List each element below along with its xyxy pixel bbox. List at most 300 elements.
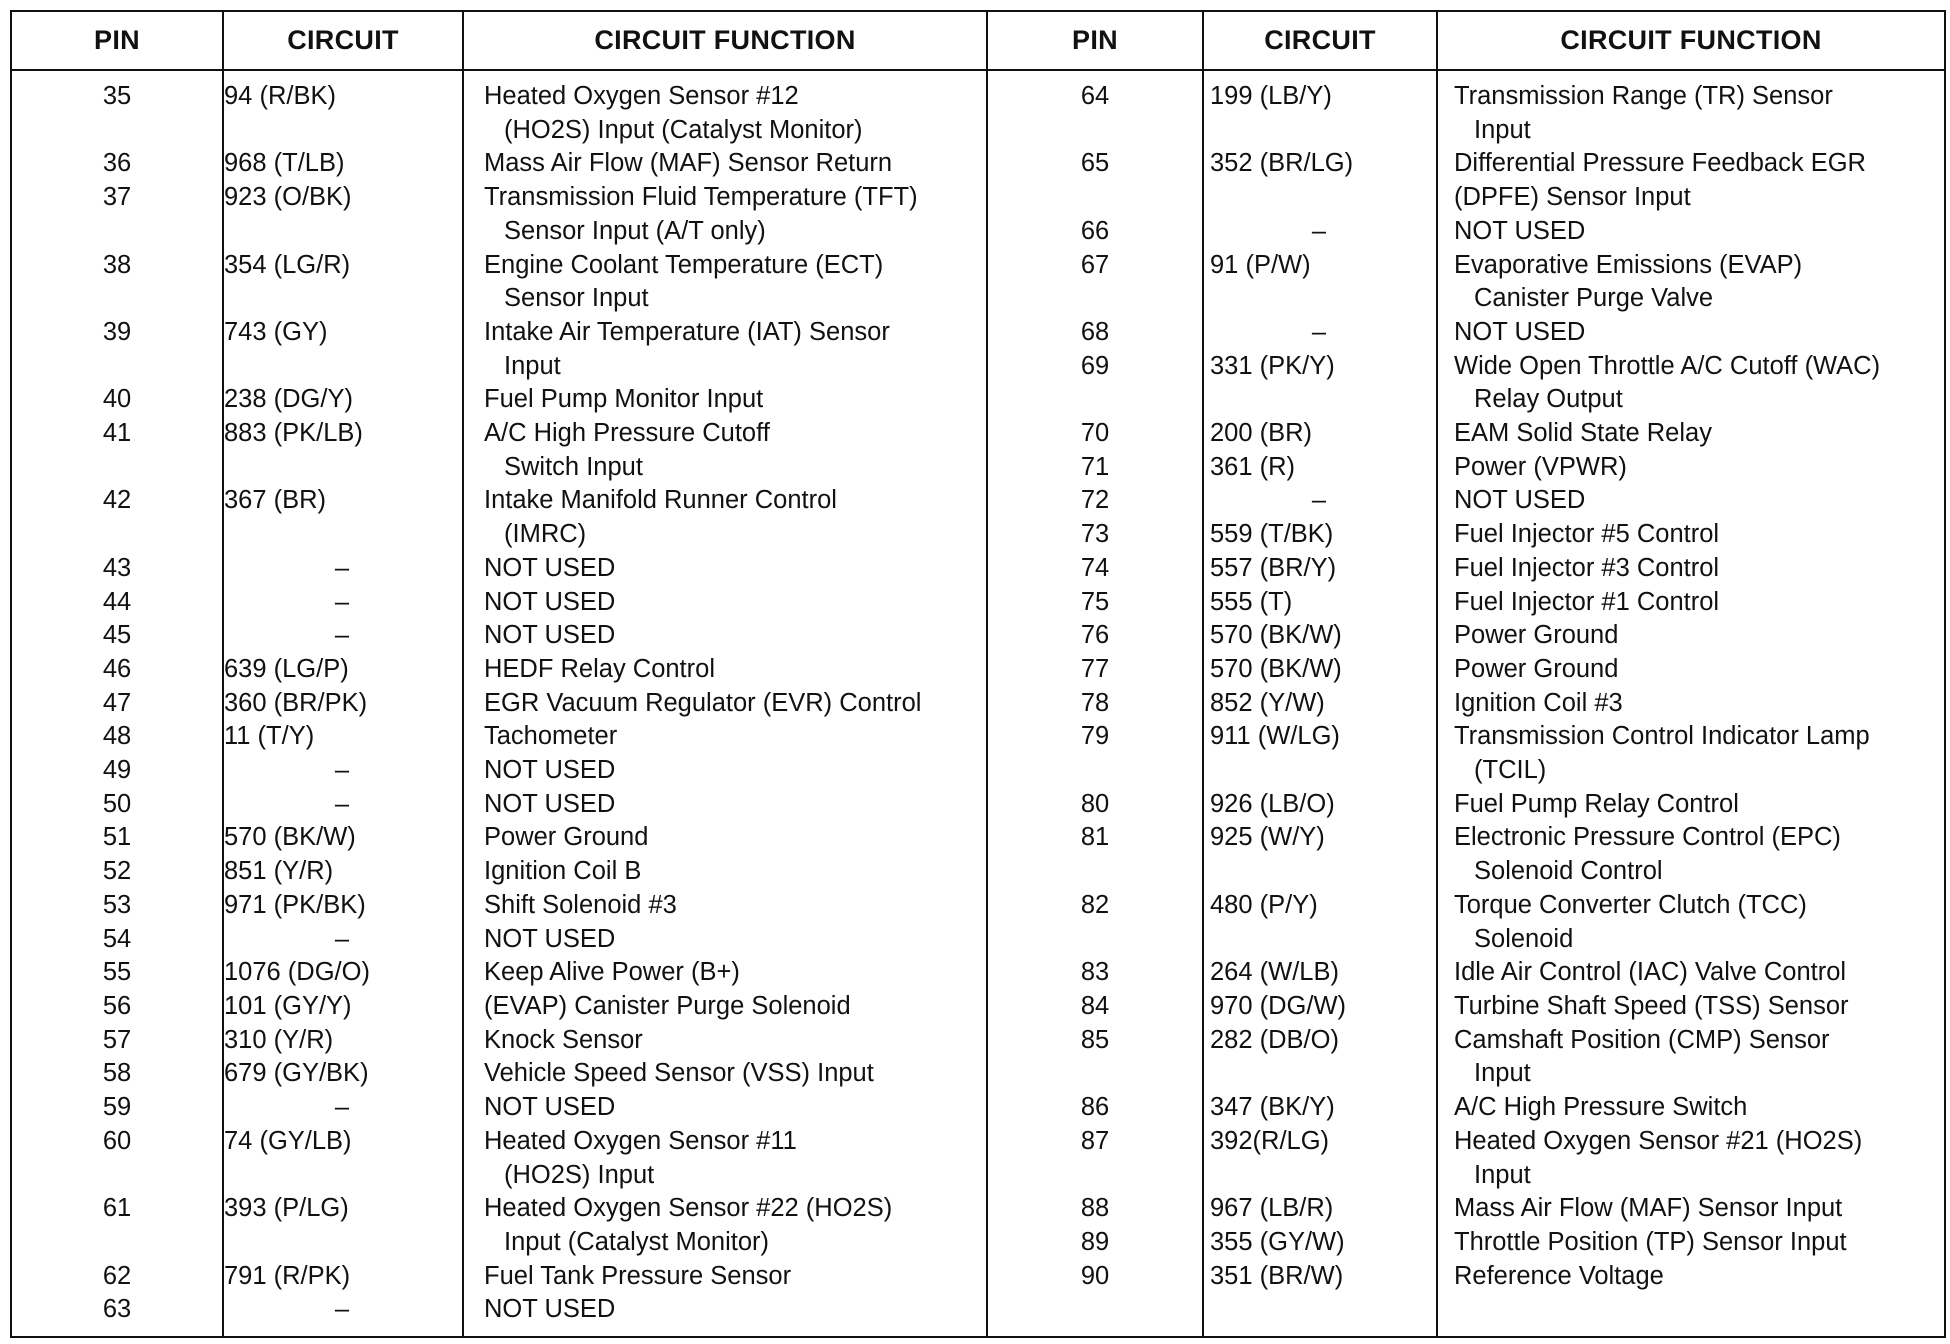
function-line: Engine Coolant Temperature (ECT) <box>484 250 884 279</box>
pin-number: 47 <box>102 688 132 717</box>
function-line: Transmission Fluid Temperature (TFT) <box>484 183 918 212</box>
function-line: Fuel Pump Relay Control <box>1454 789 1739 818</box>
circuit-code: 570 (BK/W) <box>1210 654 1342 683</box>
pin-number: 64 <box>1080 82 1110 110</box>
function-line: Shift Solenoid #3 <box>484 890 677 919</box>
pin-number: 84 <box>1080 991 1110 1020</box>
pin-number: 82 <box>1080 890 1110 919</box>
circuit-function <box>1436 788 1944 822</box>
table-row <box>988 350 1944 417</box>
pin-number: 49 <box>102 756 132 785</box>
circuit-function <box>462 1192 984 1259</box>
circuit-code: 555 (T) <box>1210 587 1293 616</box>
function-line: Evaporative Emissions (EVAP) <box>1454 250 1803 279</box>
table-row <box>988 451 1944 485</box>
table-row <box>988 1024 1944 1091</box>
pin-number: 61 <box>102 1194 132 1223</box>
circuit-code: 91 (P/W) <box>1210 250 1311 279</box>
function-line-continued: Relay Output <box>1474 385 1623 414</box>
function-line: Differential Pressure Feedback EGR <box>1454 149 1866 178</box>
function-line: Idle Air Control (IAC) Valve Control <box>1454 958 1847 987</box>
pin-number: 58 <box>102 1059 132 1088</box>
function-line: HEDF Relay Control <box>484 654 715 683</box>
function-line-continued: Solenoid <box>1474 924 1574 953</box>
circuit-code: – <box>334 587 350 616</box>
circuit-code: 679 (GY/BK) <box>224 1059 369 1088</box>
pin-number: 81 <box>1080 823 1110 852</box>
table-row <box>988 417 1944 451</box>
pin-number: 53 <box>102 890 132 919</box>
circuit-code: 101 (GY/Y) <box>224 991 352 1020</box>
circuit-function <box>1436 889 1944 956</box>
table-row <box>12 484 984 551</box>
pin-table <box>10 10 1946 1338</box>
function-line: NOT USED <box>484 756 616 785</box>
table-row <box>988 889 1944 956</box>
function-line: Heated Oxygen Sensor #11 <box>484 1126 797 1155</box>
function-line: Fuel Pump Monitor Input <box>484 385 764 414</box>
function-line: Knock Sensor <box>484 1025 643 1054</box>
pin-number: 43 <box>102 553 132 582</box>
table-row <box>12 1091 984 1125</box>
function-line-continued: Canister Purge Valve <box>1474 284 1714 313</box>
function-line: Fuel Injector #5 Control <box>1454 520 1720 549</box>
pin-number: 59 <box>102 1093 132 1122</box>
table-row <box>988 788 1944 822</box>
pin-number: 67 <box>1080 250 1110 279</box>
function-line: Power (VPWR) <box>1454 452 1627 481</box>
table-row <box>988 956 1944 990</box>
table-row <box>12 1293 984 1327</box>
circuit-code: 743 (GY) <box>224 317 328 346</box>
pin-number: 89 <box>1080 1227 1110 1256</box>
circuit-function <box>1436 1024 1944 1091</box>
pin-number: 57 <box>102 1025 132 1054</box>
circuit-code: 852 (Y/W) <box>1210 688 1325 717</box>
pin-number: 86 <box>1080 1093 1110 1122</box>
circuit-function <box>462 855 984 889</box>
pin-number: 39 <box>102 317 132 346</box>
pin-number: 52 <box>102 857 132 886</box>
circuit-code: – <box>334 789 350 818</box>
circuit-code: 264 (W/LB) <box>1210 958 1339 987</box>
circuit-code: 970 (DG/W) <box>1210 991 1347 1020</box>
circuit-code: 351 (BR/W) <box>1210 1261 1344 1290</box>
function-line: Power Ground <box>1454 621 1619 650</box>
header-divider <box>12 69 1944 71</box>
table-row <box>12 754 984 788</box>
circuit-code: 354 (LG/R) <box>224 250 351 279</box>
circuit-function <box>1436 552 1944 586</box>
circuit-function <box>1436 586 1944 620</box>
function-line: NOT USED <box>1454 317 1586 346</box>
circuit-function <box>1436 80 1944 147</box>
circuit-code: 310 (Y/R) <box>224 1025 334 1054</box>
circuit-code: 570 (BK/W) <box>224 823 356 852</box>
function-line: Ignition Coil B <box>484 857 642 886</box>
circuit-function <box>462 1091 984 1125</box>
pin-number: 80 <box>1080 789 1110 818</box>
function-line: Tachometer <box>484 722 618 751</box>
circuit-code: – <box>1311 216 1327 245</box>
table-row <box>988 1260 1944 1294</box>
pin-number: 46 <box>102 654 132 683</box>
circuit-function <box>462 956 984 990</box>
function-line: Reference Voltage <box>1454 1261 1664 1290</box>
table-row <box>988 720 1944 787</box>
function-line: Power Ground <box>1454 654 1619 683</box>
pin-number: 44 <box>102 587 132 616</box>
function-line-continued: Input <box>1474 1059 1531 1088</box>
function-line-continued: Input (Catalyst Monitor) <box>504 1227 770 1256</box>
circuit-code: 557 (BR/Y) <box>1210 553 1337 582</box>
table-row <box>12 383 984 417</box>
pin-number: 38 <box>102 250 132 279</box>
circuit-function <box>462 619 984 653</box>
function-line: Wide Open Throttle A/C Cutoff (WAC) <box>1454 351 1881 380</box>
circuit-function <box>462 653 984 687</box>
table-row <box>12 586 984 620</box>
circuit-function <box>462 1125 984 1192</box>
table-row <box>988 687 1944 721</box>
table-row <box>12 687 984 721</box>
circuit-function <box>462 1260 984 1294</box>
circuit-function <box>462 417 984 484</box>
function-line: NOT USED <box>484 553 616 582</box>
function-line: EAM Solid State Relay <box>1454 419 1712 448</box>
circuit-function <box>462 484 984 551</box>
pin-number: 66 <box>1080 216 1110 245</box>
function-line-continued: (HO2S) Input (Catalyst Monitor) <box>504 115 863 144</box>
table-row <box>12 923 984 957</box>
circuit-code: 331 (PK/Y) <box>1210 351 1335 380</box>
pin-number: 45 <box>102 621 132 650</box>
function-line: NOT USED <box>484 587 616 616</box>
function-line: Vehicle Speed Sensor (VSS) Input <box>484 1059 874 1088</box>
function-line: NOT USED <box>1454 486 1586 515</box>
table-row <box>12 417 984 484</box>
table-row <box>12 956 984 990</box>
circuit-code: 367 (BR) <box>224 486 327 515</box>
pin-number: 69 <box>1080 351 1110 380</box>
function-line: Fuel Injector #1 Control <box>1454 587 1720 616</box>
circuit-code: 199 (LB/Y) <box>1210 82 1332 110</box>
function-line: NOT USED <box>484 621 616 650</box>
function-line: Heated Oxygen Sensor #22 (HO2S) <box>484 1194 893 1223</box>
table-row <box>988 215 1944 249</box>
circuit-code: 851 (Y/R) <box>224 857 334 886</box>
pin-number: 78 <box>1080 688 1110 717</box>
circuit-function <box>462 249 984 316</box>
table-row <box>988 80 1944 147</box>
header-circuit-left: CIRCUIT <box>287 25 399 55</box>
circuit-code: 74 (GY/LB) <box>224 1126 352 1155</box>
circuit-code: – <box>1311 486 1327 515</box>
table-row <box>12 653 984 687</box>
function-line-continued: (HO2S) Input <box>504 1160 655 1189</box>
circuit-code: – <box>334 1093 350 1122</box>
circuit-function <box>462 889 984 923</box>
table-row <box>12 1125 984 1192</box>
circuit-function <box>1436 249 1944 316</box>
table-row <box>12 1024 984 1058</box>
function-line-continued: Solenoid Control <box>1474 857 1663 886</box>
table-row <box>988 1125 1944 1192</box>
circuit-function <box>462 1024 984 1058</box>
pin-number: 50 <box>102 789 132 818</box>
function-line: Heated Oxygen Sensor #21 (HO2S) <box>1454 1126 1863 1155</box>
table-row <box>988 586 1944 620</box>
function-line: Heated Oxygen Sensor #12 <box>484 82 799 110</box>
pin-number: 79 <box>1080 722 1110 751</box>
function-line: Power Ground <box>484 823 649 852</box>
circuit-code: – <box>334 924 350 953</box>
circuit-function <box>1436 451 1944 485</box>
circuit-function <box>462 1057 984 1091</box>
table-row <box>12 1057 984 1091</box>
function-line: Turbine Shaft Speed (TSS) Sensor <box>1454 991 1849 1020</box>
function-line: NOT USED <box>484 1093 616 1122</box>
pin-number: 88 <box>1080 1194 1110 1223</box>
function-line: Transmission Range (TR) Sensor <box>1454 82 1833 110</box>
pin-number: 72 <box>1080 486 1110 515</box>
circuit-code: 570 (BK/W) <box>1210 621 1342 650</box>
function-line-continued: Input <box>504 351 561 380</box>
circuit-function <box>462 821 984 855</box>
pin-number: 35 <box>102 82 132 110</box>
circuit-function <box>1436 350 1944 417</box>
circuit-function <box>462 923 984 957</box>
circuit-code: 639 (LG/P) <box>224 654 349 683</box>
pin-number: 85 <box>1080 1025 1110 1054</box>
table-row <box>988 821 1944 888</box>
circuit-code: 238 (DG/Y) <box>224 385 353 414</box>
function-line: Keep Alive Power (B+) <box>484 958 740 987</box>
function-line-continued: Switch Input <box>504 452 643 481</box>
function-line: Fuel Tank Pressure Sensor <box>484 1261 792 1290</box>
pin-number: 73 <box>1080 520 1110 549</box>
header-pin-right: PIN <box>1072 25 1118 55</box>
circuit-function <box>1436 215 1944 249</box>
circuit-function <box>1436 1125 1944 1192</box>
pin-number: 83 <box>1080 958 1110 987</box>
circuit-function <box>462 552 984 586</box>
function-line-continued: (TCIL) <box>1474 756 1547 785</box>
function-line: A/C High Pressure Cutoff <box>484 419 770 448</box>
pin-number: 60 <box>102 1126 132 1155</box>
pin-number: 63 <box>102 1295 132 1324</box>
circuit-function <box>462 316 984 383</box>
circuit-function <box>1436 147 1944 214</box>
pin-number: 65 <box>1080 149 1110 178</box>
circuit-function <box>462 586 984 620</box>
table-row <box>988 1192 1944 1226</box>
function-line-continued: Sensor Input (A/T only) <box>504 216 766 245</box>
circuit-code: 393 (P/LG) <box>224 1194 349 1223</box>
pin-number: 77 <box>1080 654 1110 683</box>
circuit-function <box>462 990 984 1024</box>
function-line: A/C High Pressure Switch <box>1454 1093 1748 1122</box>
pin-number: 75 <box>1080 587 1110 616</box>
header-circuit-right: CIRCUIT <box>1264 25 1376 55</box>
pin-number: 76 <box>1080 621 1110 650</box>
pin-number: 41 <box>102 419 132 448</box>
circuit-function <box>462 788 984 822</box>
pin-number: 62 <box>102 1261 132 1290</box>
circuit-function <box>462 383 984 417</box>
left-pin-list <box>12 80 984 1327</box>
header-pin-left: PIN <box>94 25 140 55</box>
function-line: Transmission Control Indicator Lamp <box>1454 722 1870 751</box>
circuit-function <box>1436 518 1944 552</box>
circuit-function <box>1436 484 1944 518</box>
function-line: Mass Air Flow (MAF) Sensor Input <box>1454 1194 1843 1223</box>
table-row <box>12 619 984 653</box>
circuit-code: 347 (BK/Y) <box>1210 1093 1335 1122</box>
table-row <box>12 80 984 147</box>
circuit-code: – <box>334 1295 350 1324</box>
table-row <box>988 249 1944 316</box>
circuit-function <box>1436 1260 1944 1294</box>
function-line: NOT USED <box>484 789 616 818</box>
circuit-function <box>462 720 984 754</box>
function-line: Torque Converter Clutch (TCC) <box>1454 890 1807 919</box>
function-line: Intake Air Temperature (IAT) Sensor <box>484 317 890 346</box>
circuit-code: 791 (R/PK) <box>224 1261 351 1290</box>
circuit-code: 360 (BR/PK) <box>224 688 368 717</box>
circuit-code: – <box>334 553 350 582</box>
function-line: Throttle Position (TP) Sensor Input <box>1454 1227 1847 1256</box>
table-row <box>988 990 1944 1024</box>
circuit-code: 392(R/LG) <box>1210 1126 1330 1155</box>
circuit-function <box>1436 316 1944 350</box>
circuit-code: – <box>1311 317 1327 346</box>
table-row <box>12 788 984 822</box>
table-row <box>12 552 984 586</box>
table-row <box>12 316 984 383</box>
circuit-code: 1076 (DG/O) <box>224 958 370 987</box>
table-row <box>988 552 1944 586</box>
circuit-function <box>1436 720 1944 787</box>
pin-number: 42 <box>102 486 132 515</box>
function-line: EGR Vacuum Regulator (EVR) Control <box>484 688 922 717</box>
header-function-left: CIRCUIT FUNCTION <box>594 25 856 55</box>
pin-number: 71 <box>1080 452 1110 481</box>
circuit-function <box>1436 1192 1944 1226</box>
circuit-code: 94 (R/BK) <box>224 82 336 110</box>
pin-number: 87 <box>1080 1126 1110 1155</box>
circuit-code: – <box>334 756 350 785</box>
table-row <box>12 249 984 316</box>
table-row <box>12 821 984 855</box>
circuit-code: 911 (W/LG) <box>1210 722 1340 751</box>
pin-number: 90 <box>1080 1261 1110 1290</box>
table-row <box>12 990 984 1024</box>
circuit-code: 883 (PK/LB) <box>224 419 363 448</box>
circuit-function <box>462 181 984 248</box>
circuit-function <box>462 754 984 788</box>
right-pin-list <box>988 80 1944 1293</box>
circuit-function <box>1436 1226 1944 1260</box>
table-row <box>12 720 984 754</box>
circuit-function <box>1436 687 1944 721</box>
function-line: Intake Manifold Runner Control <box>484 486 837 515</box>
table-row <box>988 1226 1944 1260</box>
function-line: (EVAP) Canister Purge Solenoid <box>484 991 851 1020</box>
pin-number: 48 <box>102 722 132 751</box>
circuit-code: 361 (R) <box>1210 452 1296 481</box>
table-row <box>12 1192 984 1259</box>
circuit-function <box>1436 821 1944 888</box>
function-line-continued: Sensor Input <box>504 284 649 313</box>
table-row <box>988 1091 1944 1125</box>
table-row <box>988 619 1944 653</box>
circuit-code: 11 (T/Y) <box>224 722 315 751</box>
table-row <box>988 484 1944 518</box>
function-line: Ignition Coil #3 <box>1454 688 1623 717</box>
table-row <box>12 855 984 889</box>
circuit-code: 967 (LB/R) <box>1210 1194 1334 1223</box>
circuit-code: 352 (BR/LG) <box>1210 149 1354 178</box>
circuit-function <box>1436 1091 1944 1125</box>
circuit-code: 926 (LB/O) <box>1210 789 1335 818</box>
function-line-continued: Input <box>1474 1160 1531 1189</box>
circuit-code: 200 (BR) <box>1210 419 1313 448</box>
circuit-code: 923 (O/BK) <box>224 183 352 212</box>
pin-number: 55 <box>102 958 132 987</box>
table-row <box>988 147 1944 214</box>
function-line: Mass Air Flow (MAF) Sensor Return <box>484 149 893 178</box>
pin-number: 56 <box>102 991 132 1020</box>
table-row <box>988 316 1944 350</box>
table-row <box>12 147 984 181</box>
circuit-function <box>462 80 984 147</box>
pin-number: 36 <box>102 149 132 178</box>
circuit-code: 282 (DB/O) <box>1210 1025 1339 1054</box>
circuit-function <box>1436 619 1944 653</box>
pin-number: 70 <box>1080 419 1110 448</box>
pin-number: 74 <box>1080 553 1110 582</box>
circuit-function <box>462 687 984 721</box>
pin-number: 37 <box>102 183 132 212</box>
function-line: NOT USED <box>1454 216 1586 245</box>
circuit-code: 971 (PK/BK) <box>224 890 366 919</box>
function-line: Fuel Injector #3 Control <box>1454 553 1720 582</box>
circuit-function <box>1436 990 1944 1024</box>
header-function-right: CIRCUIT FUNCTION <box>1560 25 1822 55</box>
pin-number: 68 <box>1080 317 1110 346</box>
circuit-function <box>1436 956 1944 990</box>
circuit-function <box>462 1293 984 1327</box>
function-line: Camshaft Position (CMP) Sensor <box>1454 1025 1830 1054</box>
table-row <box>12 889 984 923</box>
circuit-code: 925 (W/Y) <box>1210 823 1325 852</box>
circuit-code: 559 (T/BK) <box>1210 520 1334 549</box>
function-line-continued: Input <box>1474 115 1531 144</box>
circuit-code: 968 (T/LB) <box>224 149 345 178</box>
table-row <box>988 653 1944 687</box>
circuit-function <box>1436 417 1944 451</box>
circuit-code: – <box>334 621 350 650</box>
table-row <box>988 518 1944 552</box>
table-row <box>12 1260 984 1294</box>
table-row <box>12 181 984 248</box>
function-line-continued: (IMRC) <box>504 520 587 549</box>
function-line: NOT USED <box>484 924 616 953</box>
function-line: Electronic Pressure Control (EPC) <box>1454 823 1841 852</box>
circuit-code: 480 (P/Y) <box>1210 890 1318 919</box>
pin-number: 51 <box>102 823 132 852</box>
